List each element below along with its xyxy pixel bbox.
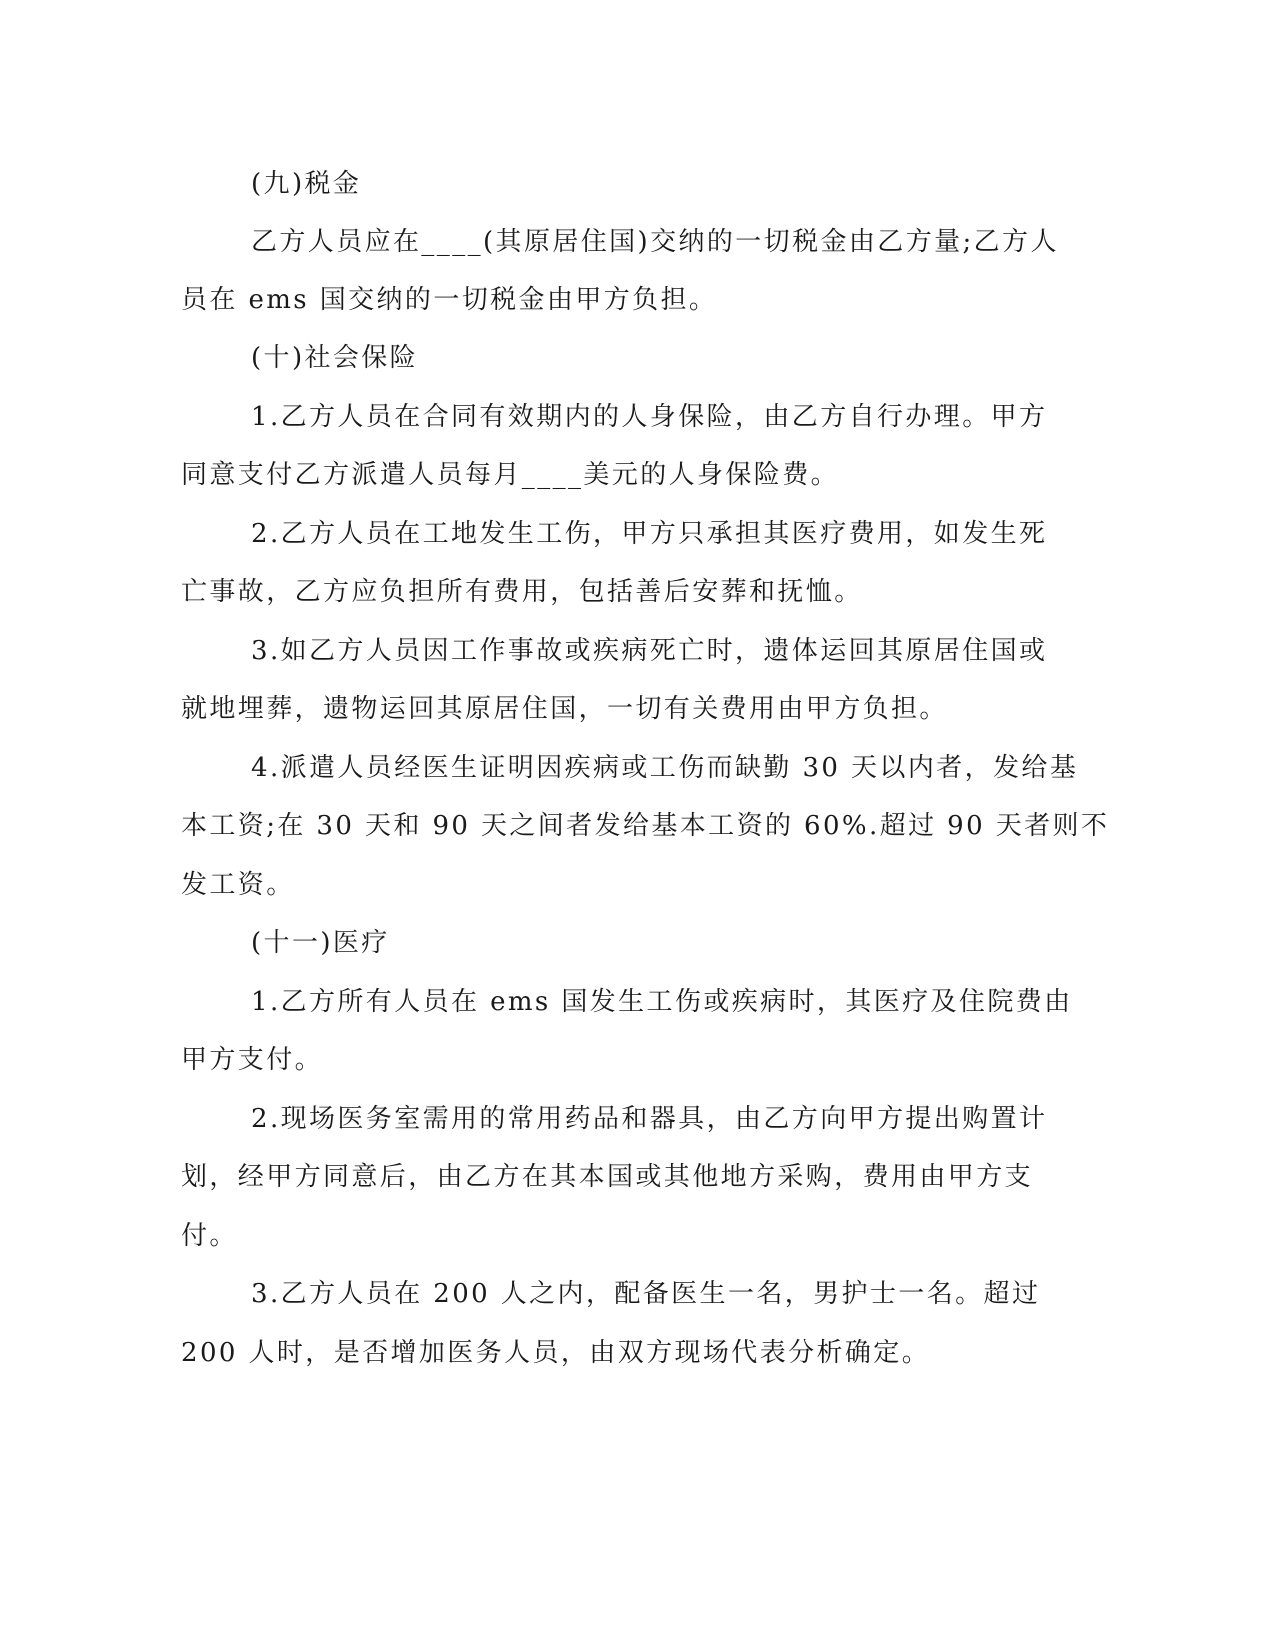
paragraph-line: 划，经甲方同意后，由乙方在其本国或其他地方采购，费用由甲方支 [181, 1162, 1034, 1192]
paragraph-line: 3.如乙方人员因工作事故或疾病死亡时，遗体运回其原居住国或 [251, 636, 1048, 666]
paragraph-line: 乙方人员应在____(其原居住国)交纳的一切税金由乙方量;乙方人 [251, 227, 1059, 257]
paragraph-line: 1.乙方所有人员在 ems 国发生工伤或疾病时，其医疗及住院费由 [251, 987, 1073, 1017]
paragraph-line: 就地埋葬，遗物运回其原居住国，一切有关费用由甲方负担。 [181, 694, 948, 724]
paragraph-line: 2.乙方人员在工地发生工伤，甲方只承担其医疗费用，如发生死 [251, 519, 1048, 549]
section-heading-social-insurance: (十)社会保险 [251, 343, 419, 373]
paragraph-line: 同意支付乙方派遣人员每月____美元的人身保险费。 [181, 460, 840, 490]
paragraph-line: 员在 ems 国交纳的一切税金由甲方负担。 [181, 285, 718, 315]
paragraph-line: 3.乙方人员在 200 人之内，配备医生一名，男护士一名。超过 [251, 1279, 1041, 1309]
paragraph-line: 付。 [181, 1221, 238, 1251]
paragraph-line: 亡事故，乙方应负担所有费用，包括善后安葬和抚恤。 [181, 577, 863, 607]
section-heading-tax: (九)税金 [251, 169, 362, 199]
paragraph-line: 甲方支付。 [181, 1045, 324, 1075]
paragraph-line: 200 人时，是否增加医务人员，由双方现场代表分析确定。 [181, 1338, 931, 1368]
paragraph-line: 4.派遣人员经医生证明因疾病或工伤而缺勤 30 天以内者，发给基 [251, 753, 1079, 783]
paragraph-line: 2.现场医务室需用的常用药品和器具，由乙方向甲方提出购置计 [251, 1104, 1048, 1134]
paragraph-line: 本工资;在 30 天和 90 天之间者发给基本工资的 60%.超过 90 天者则不 [181, 811, 1110, 841]
paragraph-line: 1.乙方人员在合同有效期内的人身保险，由乙方自行办理。甲方 [251, 402, 1048, 432]
paragraph-line: 发工资。 [181, 870, 295, 900]
section-heading-medical: (十一)医疗 [251, 928, 390, 958]
